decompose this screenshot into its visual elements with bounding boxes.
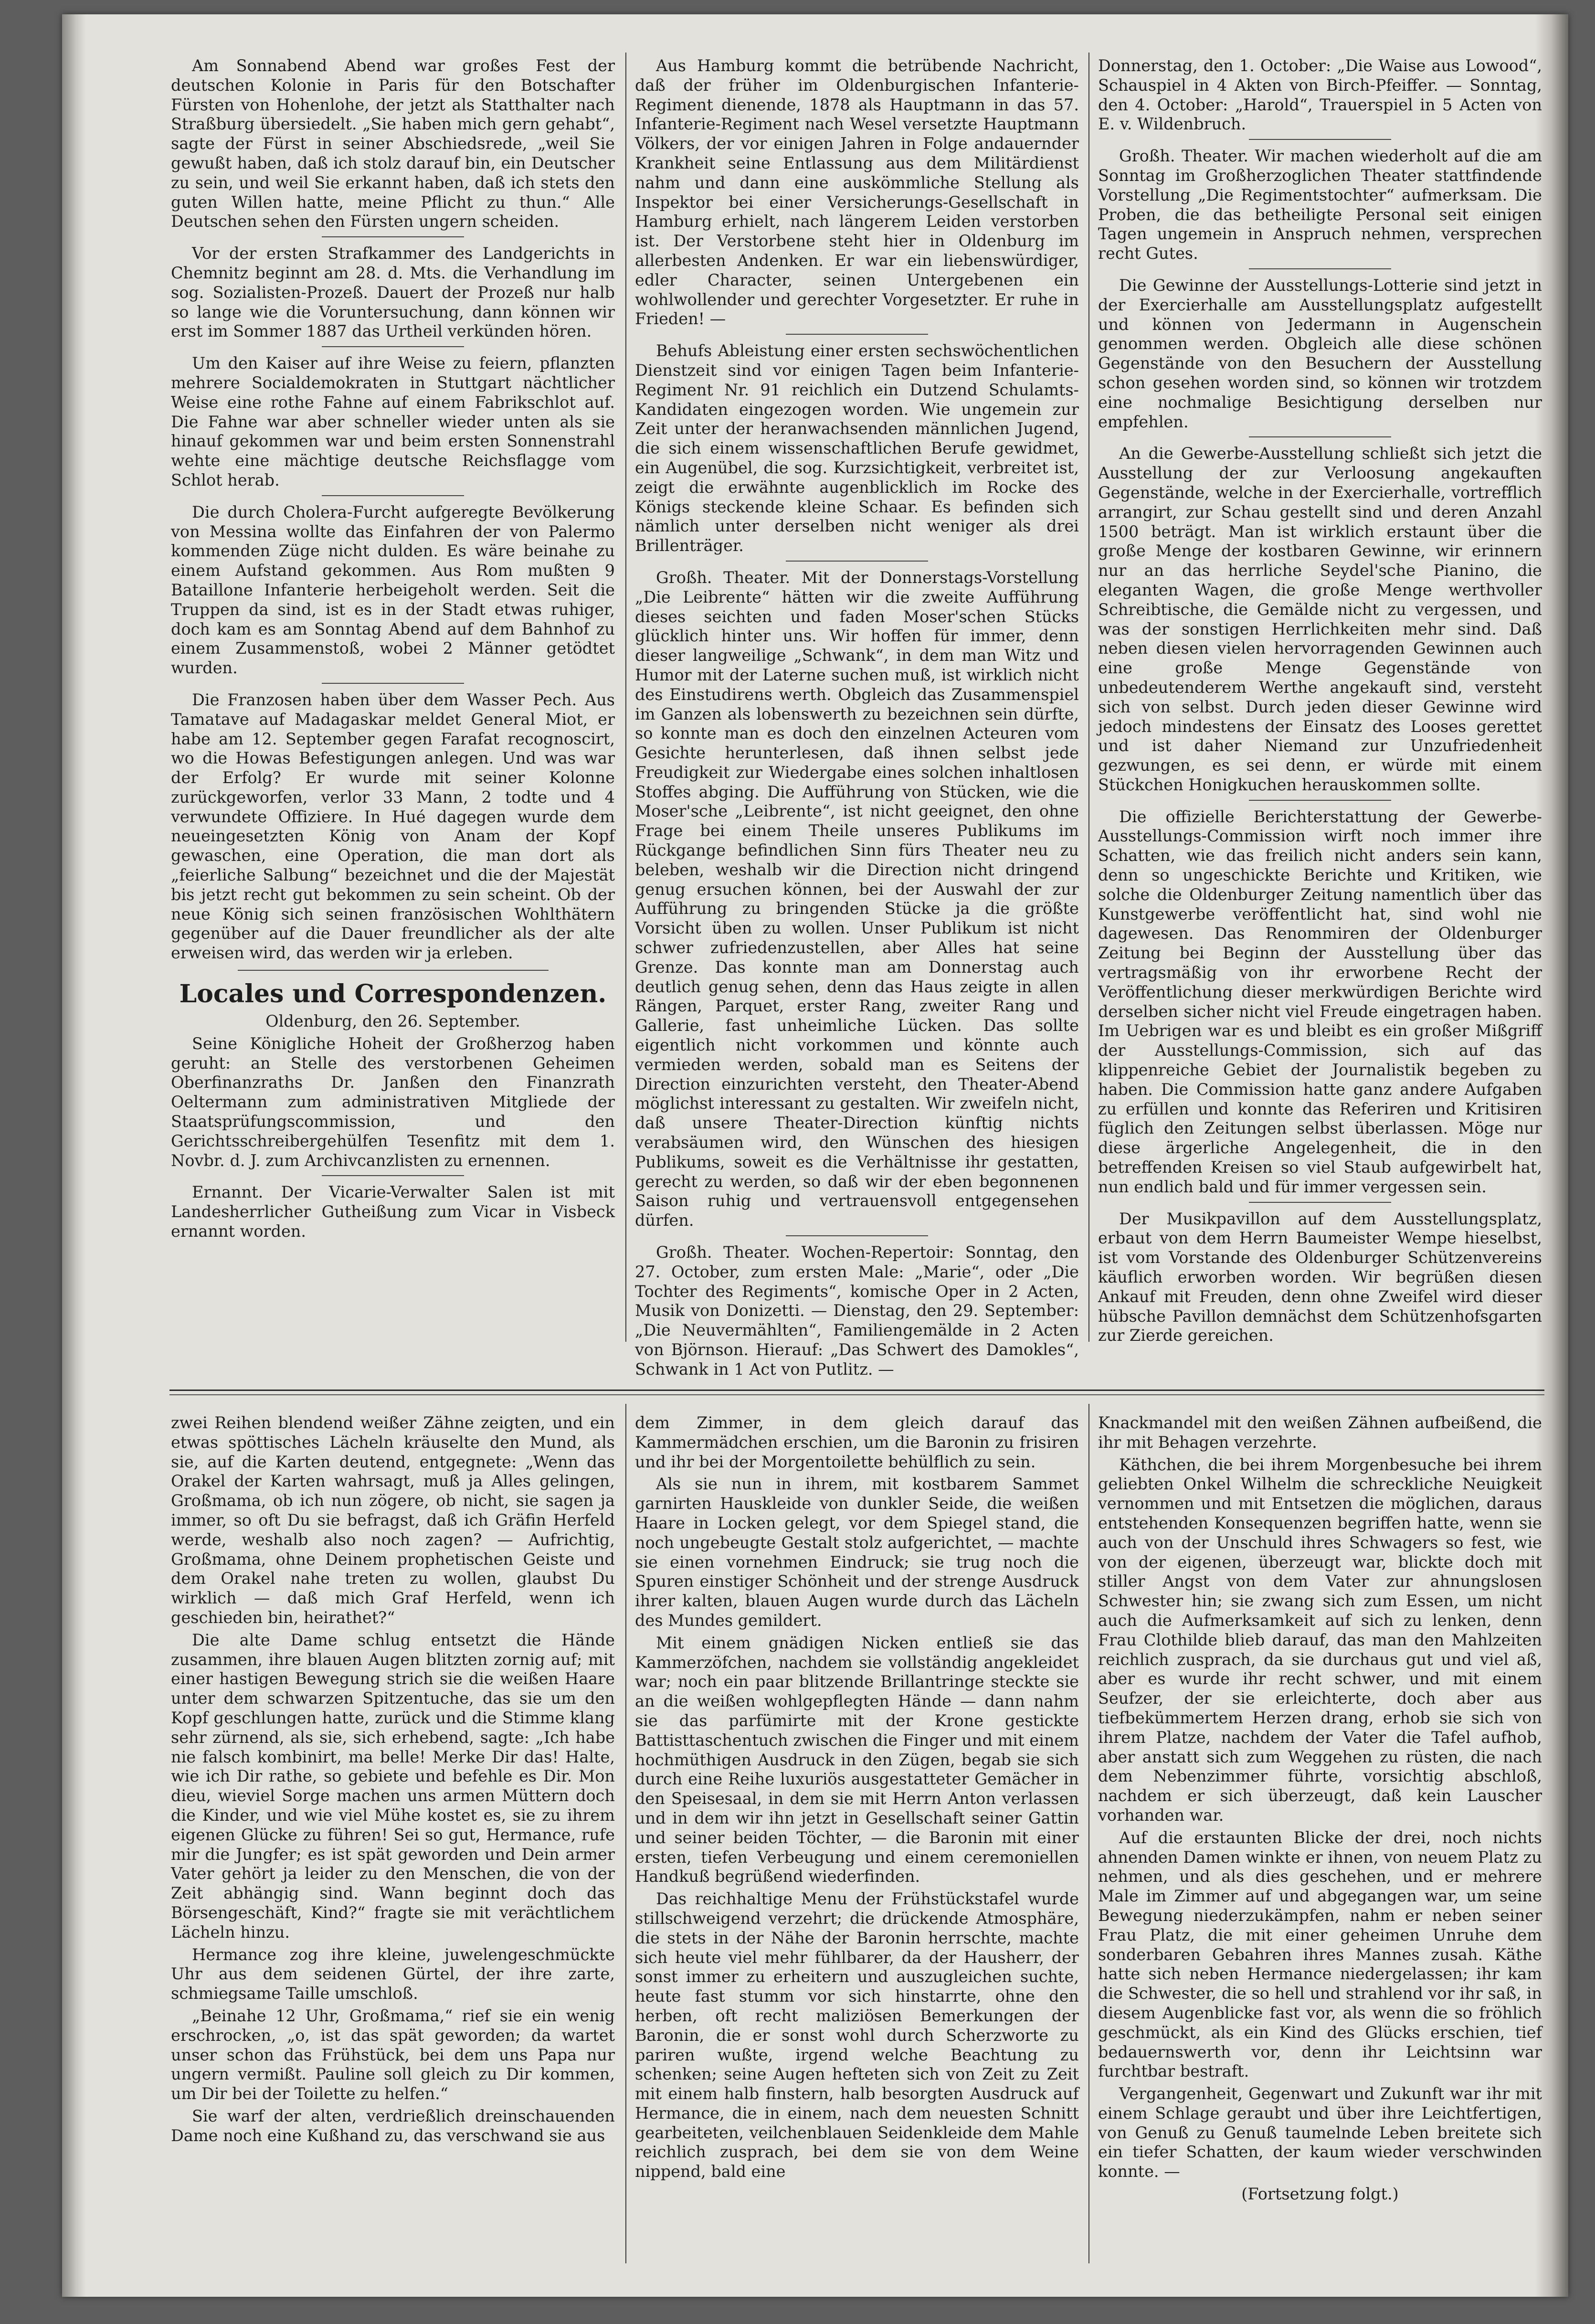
- column-top-1: [171, 56, 615, 1331]
- article-paragraph: Die Franzosen haben über dem Wasser Pech. Aus Tamatave auf Madagaskar meldet General Miot, er habe am 12. September gegen Farafat recognoscirt, wo die Howas Befestigungen anlegen. Und was war der Erfolg? Er wurde mit seiner Kolonne zurückgeworfen, verlor 33 Mann, 2 todte und 4 verwundete Offiziere. In Hué dagegen wurde dem neueingesetzten König von Anam der Kopf gewaschen, eine Operation, die man dort als „feierliche Salbung“ bezeichnet und die der Majestät bis jetzt recht gut bekommen zu sein scheint. Ob der neue König sich seinen französischen Wohlthätern gegenüber auf die Dauer freundlicher als der alte erweisen wird, das werden wir ja erleben.: [171, 690, 615, 963]
- column-rule: [1088, 1404, 1089, 2263]
- article-paragraph: Behufs Ableistung einer ersten sechswöchentlichen Dienstzeit sind vor einigen Tagen beim Infanterie-Regiment Nr. 91 reichlich ein Dutzend Schulamts-Kandidaten eingezogen worden. Wie ungemein zur Zeit unter der heranwachsenden männlichen Jugend, die sich einem wissenschaftlichen Berufe gewidmet, ein Augenübel, die sog. Kurzsichtigkeit, verbreitet ist, zeigt die erwähnte augenblicklich im Rocke des Königs steckende kleine Schaar. Es befinden sich nämlich unter derselben nicht weniger als drei Brillenträger.: [635, 341, 1079, 555]
- article-paragraph: Vergangenheit, Gegenwart und Zukunft war ihr mit einem Schlage geraubt und über ihre Leichtfertigen, von Genuß zu Genuß taumelnde Leben breitete sich ein tiefer Schatten, der kaum wieder verschwinden konnte. —: [1098, 2084, 1542, 2181]
- newspaper-page: [62, 14, 1568, 2297]
- article-paragraph: Großh. Theater. Wochen-Repertoir: Sonntag, den 27. October, zum ersten Male: „Marie“, oder „Die Tochter des Regiments“, komische Oper in 2 Acten, Musik von Donizetti. — Dienstag, den 29. September: „Die Neuvermählten“, Familiengemälde in 2 Acten von Björnson. Hierauf: „Das Schwert des Damokles“, Schwank in 1 Act von Putlitz. —: [635, 1243, 1079, 1379]
- column-rule: [625, 1404, 626, 2263]
- section-separator: [322, 1175, 464, 1176]
- page-spine-shadow: [62, 14, 86, 2297]
- feuilleton-column-2: [635, 1413, 1079, 2263]
- article-paragraph: Hermance zog ihre kleine, juwelengeschmückte Uhr aus dem seidenen Gürtel, der ihre zarte, schmiegsame Taille umschloß.: [171, 1945, 615, 2003]
- section-separator: [786, 1235, 928, 1236]
- section-separator: [1249, 268, 1391, 269]
- article-paragraph: Das reichhaltige Menu der Frühstückstafel wurde stillschweigend verzehrt; die drückende Atmosphäre, die stets in der Nähe der Baronin herrschte, machte sich heute viel mehr fühlbarer, da der Hausherr, der sonst immer zu erheitern und auszugleichen suchte, heute fast stumm vor sich hinstarrte, ohne den herben, oft recht maliziösen Bemerkungen der Baronin, die er sonst wohl durch Scherzworte zu pariren wußte, irgend welche Beachtung zu schenken; seine Augen hefteten sich von Zeit zu Zeit mit einem halb finstern, halb besorgten Ausdruck auf Hermance, die in einem, nach dem neuesten Schnitt gearbeiteten, veilchenblauen Seidenkleide dem Mahle reichlich zusprach, bei dem sie von dem Weine nippend, bald eine: [635, 1889, 1079, 2181]
- section-separator: [322, 683, 464, 684]
- article-paragraph: Am Sonnabend Abend war großes Fest der deutschen Kolonie in Paris für den Botschafter Fürsten von Hohenlohe, der jetzt als Statthalter nach Straßburg übersiedelt. „Sie haben mich gern gehabt“, sagte der Fürst in seiner Abschiedsrede, „weil Sie gewußt haben, daß ich stolz darauf bin, ein Deutscher zu sein, und weil Sie erkannt haben, daß ich stets den guten Willen hatte, meine Pflicht zu thun.“ Alle Deutschen sehen den Fürsten ungern scheiden.: [171, 56, 615, 231]
- article-paragraph: Großh. Theater. Mit der Donnerstags-Vorstellung „Die Leibrente“ hätten wir die zweite Aufführung dieses seichten und faden Moser'schen Stücks glücklich hinter uns. Wir hoffen für immer, denn dieser langweilige „Schwank“, in dem man Witz und Humor mit der Laterne suchen muß, ist wirklich nicht des Einstudirens werth. Obgleich das Zusammenspiel im Ganzen als lobenswerth zu bezeichnen sein dürfte, so konnte man es doch den einzelnen Acteuren vom Gesichte herunterlesen, daß ihnen selbst jede Freudigkeit zur Wiedergabe eines solchen inhaltlosen Stoffes abging. Die Aufführung von Stücken, wie die Moser'sche „Leibrente“, ist nicht geeignet, den ohne Frage bei einem Theile unseres Publikums im Rückgange befindlichen Sinn fürs Theater neu zu beleben, weshalb wir die Direction nicht dringend genug ersuchen können, bei der Auswahl der zur Aufführung zu bringenden Stücke ja die größte Vorsicht üben zu wollen. Unser Publikum ist nicht schwer zufriedenzustellen, aber Alles hat seine Grenze. Das konnte man am Donnerstag auch deutlich genug sehen, denn das Haus zeigte in allen Rängen, Parquet, erster Rang, zweiter Rang und Gallerie, fast unheimliche Lücken. Das sollte eigentlich nicht vorkommen und könnte auch vermieden werden, sobald man es Seitens der Direction einzurichten versteht, den Theater-Abend möglichst interessant zu gestalten. Wir zweifeln nicht, daß unsere Theater-Direction künftig nichts verabsäumen wird, den Wünschen des hiesigen Publikums, soweit es die Verhältnisse ihr gestatten, gerecht zu werden, so daß wir der eben begonnenen Saison ruhig und vertrauensvoll entgegensehen dürfen.: [635, 568, 1079, 1230]
- section-separator: [1249, 1202, 1391, 1203]
- article-paragraph: Ernannt. Der Vicarie-Verwalter Salen ist mit Landesherrlicher Gutheißung zum Vicar in Visbeck ernannt worden.: [171, 1183, 615, 1241]
- section-separator: [786, 334, 928, 335]
- section-separator: [1249, 800, 1391, 801]
- article-paragraph: Mit einem gnädigen Nicken entließ sie das Kammerzöfchen, nachdem sie vollständig angekleidet war; noch ein paar blitzende Brillantringe steckte sie an die weißen wohlgepflegten Hände — dann nahm sie das parfümirte mit der Krone gestickte Battisttaschentuch zwischen die Finger und mit einem hochmüthigen Ausdruck in den Zügen, begab sie sich durch eine Reihe luxuriös ausgestatteter Gemächer in den Speisesaal, in dem sie mit Herrn Anton verlassen und in dem wir ihn jetzt in Gesellschaft seiner Gattin und seiner beiden Töchter, — die Baronin mit einer ersten, tiefen Verbeugung und einem ceremoniellen Handkuß begrüßend wiederfinden.: [635, 1633, 1079, 1886]
- article-paragraph: Vor der ersten Strafkammer des Landgerichts in Chemnitz beginnt am 28. d. Mts. die Verhandlung im sog. Sozialisten-Prozeß. Dauert der Prozeß nur halb so lange wie die Voruntersuchung, dann können wir erst im Sommer 1887 das Urtheil verkünden hören.: [171, 244, 615, 341]
- article-paragraph: Aus Hamburg kommt die betrübende Nachricht, daß der früher im Oldenburgischen Infanterie-Regiment dienende, 1878 als Hauptmann in das 57. Infanterie-Regiment nach Wesel versetzte Hauptmann Völkers, der vor einigen Jahren in Folge andauernder Krankheit seine Entlassung aus dem Militärdienst nahm und dann eine auskömmliche Stellung als Inspektor bei einer Versicherungs-Gesellschaft in Hamburg erhielt, nach längerem Leiden verstorben ist. Der Verstorbene steht hier in Oldenburg im allerbesten Andenken. Er war ein liebenswürdiger, edler Character, seinen Untergebenen ein wohlwollender und gerechter Vorgesetzter. Er ruhe in Frieden! —: [635, 56, 1079, 329]
- article-paragraph: Donnerstag, den 1. October: „Die Waise aus Lowood“, Schauspiel in 4 Akten von Birch-Pfeiffer. — Sonntag, den 4. October: „Harold“, Trauerspiel in 5 Acten von E. v. Wildenbruch.: [1098, 56, 1542, 134]
- feuilleton-column-3: [1098, 1413, 1542, 2263]
- article-paragraph: Die Gewinne der Ausstellungs-Lotterie sind jetzt in der Exercierhalle am Ausstellungsplatz aufgestellt und können von Jedermann in Augenschein genommen werden. Obgleich alle diese schönen Gegenstände von den Besuchern der Ausstellung schon gesehen worden sind, so können wir trotzdem eine nochmalige Besichtigung derselben nur empfehlen.: [1098, 276, 1542, 431]
- article-paragraph: Seine Königliche Hoheit der Großherzog haben geruht: an Stelle des verstorbenen Geheimen Oberfinanzraths Dr. Janßen den Finanzrath Oeltermann zum administrativen Mitgliede der Staatsprüfungscommission, und den Gerichtsschreibergehülfen Tesenfitz mit dem 1. Novbr. d. J. zum Archivcanzlisten zu ernennen.: [171, 1034, 615, 1170]
- article-paragraph: zwei Reihen blendend weißer Zähne zeigten, und ein etwas spöttisches Lächeln kräuselte den Mund, als sie, auf die Karten deutend, entgegnete: „Wenn das Orakel der Karten wahrsagt, muß ja Alles gelingen, Großmama, ob ich nun zögere, ob nicht, sie sagen ja immer, so oft Du sie befragst, daß ich Gräfin Herfeld werde, weshalb also noch zagen? — Aufrichtig, Großmama, ohne Deinem prophetischen Geiste und dem Orakel nahe treten zu wollen, glaubst Du wirklich — daß mich Graf Herfeld, wenn ich geschieden bin, heirathet?“: [171, 1413, 615, 1627]
- article-paragraph: „Beinahe 12 Uhr, Großmama,“ rief sie ein wenig erschrocken, „o, ist das spät geworden; da wartet unser schon das Frühstück, bei dem uns Papa nur ungern vermißt. Pauline soll gleich zu Dir kommen, um Dir bei der Toilette zu helfen.“: [171, 2006, 615, 2103]
- article-paragraph: Sie warf der alten, verdrießlich dreinschauenden Dame noch eine Kußhand zu, das verschwand sie aus: [171, 2106, 615, 2145]
- column-rule: [1088, 53, 1089, 1342]
- feuilleton-divider: [169, 1390, 1544, 1391]
- column-top-3: [1098, 56, 1542, 1345]
- section-separator: [322, 346, 464, 347]
- article-paragraph: An die Gewerbe-Ausstellung schließt sich jetzt die Ausstellung der zur Verloosung angekauften Gegenstände, welche in der Exercierhalle, vortrefflich arrangirt, zur Schau gestellt sind und deren Anzahl 1500 beträgt. Man ist wirklich erstaunt über die große Menge der kostbaren Gewinne, wir erinnern nur an das herrliche Seydel'sche Pianino, die eleganten Wagen, die große Menge werthvoller Schreibtische, die Gemälde nicht zu vergessen, und was der sonstigen Herrlichkeiten mehr sind. Daß neben diesen vielen hervorragenden Gewinnen auch eine große Menge Gegenstände von unbedeutenderem Werthe angekauft sind, versteht sich von selbst. Durch jeden dieser Gewinne wird jedoch mindestens der Einsatz des Looses gerettet und ist daher Niemand zur Unzufriedenheit gezwungen, es sei denn, er würde mit einem Stückchen Honigkuchen herauskommen sollte.: [1098, 444, 1542, 794]
- feuilleton-column-1: [171, 1413, 615, 2263]
- article-paragraph: Oldenburg, den 26. September.: [265, 1012, 520, 1031]
- section-separator: [322, 495, 464, 496]
- section-heading: Locales und Correspondenzen.: [179, 979, 607, 1009]
- article-paragraph: Die offizielle Berichterstattung der Gewerbe-Ausstellungs-Commission wirft noch immer ihre Schatten, wie das freilich nicht anders sein kann, denn so ungeschickte Berichte und Kritiken, wie solche die Oldenburger Zeitung namentlich über das Kunstgewerbe veröffentlicht hat, sind wohl nie dagewesen. Das Renommiren der Oldenburger Zeitung bei Beginn der Ausstellung über das vertragsmäßig von ihr erworbene Recht der Veröffentlichung dieser merkwürdigen Berichte wird derselben sicher nicht viel Freude eingetragen haben. Im Uebrigen war es und bleibt es ein großer Mißgriff der Ausstellungs-Commission, sich auf das klippenreiche Gebiet der Journalistik begeben zu haben. Die Commission hatte ganz andere Aufgaben zu erfüllen und konnte das Referiren und Kritisiren füglich den Zeitungen selbst überlassen. Möge nur diese ärgerliche Angelegenheit, die in den betreffenden Kreisen so viel Staub aufgewirbelt hat, nun endlich bald und für immer vergessen sein.: [1098, 807, 1542, 1196]
- article-paragraph: Käthchen, die bei ihrem Morgenbesuche bei ihrem geliebten Onkel Wilhelm die schreckliche Neuigkeit vernommen und mit Entsetzen die möglichen, daraus entstehenden Konsequenzen begriffen hatte, wenn sie auch von der Unschuld ihres Schwagers so fest, wie von der eigenen, überzeugt war, blickte doch mit stiller Angst von dem Vater zur ahnungslosen Schwester hin; sie zwang sich zum Essen, um nicht auch die Aufmerksamkeit auf sich zu lenken, denn Frau Clothilde blieb darauf, das man den Mahlzeiten reichlich zusprach, da sie durchaus gut und viel aß, aber es wurde ihr recht schwer, und mit einem Seufzer, der sie erleichterte, doch aber aus tiefbekümmertem Herzen drang, erhob sie sich von ihrem Platze, nachdem der Vater die Tafel aufhob, aber anstatt sich zum Weggehen zu rüsten, die nach dem Nebenzimmer führte, vorsichtig abschloß, nachdem er sich überzeugt, daß kein Lauscher vorhanden war.: [1098, 1455, 1542, 1825]
- article-paragraph: Die alte Dame schlug entsetzt die Hände zusammen, ihre blauen Augen blitzten zornig auf; mit einer hastigen Bewegung strich sie die weißen Haare unter dem schwarzen Spitzentuche, das sie um den Kopf geschlungen hatte, zurück und die Stimme klang sehr zürnend, als sie, sich erhebend, sagte: „Ich habe nie falsch kombinirt, ma belle! Merke Dir das! Halte, wie ich Dir rathe, so gebiete und befehle es Dir. Mon dieu, wieviel Sorge machen uns armen Müttern doch die Kinder, und wie viel Mühe kostet es, sie zu ihrem eigenen Glücke zu führen! Sei so gut, Hermance, rufe mir die Jungfer; es ist spät geworden und Dein armer Vater gehört ja leider zu den Menschen, die von der Zeit abhängig sind. Wann beginnt doch das Börsengeschäft, Kind?“ fragte sie mit verächtlichem Lächeln hinzu.: [171, 1630, 615, 1942]
- section-separator: [1249, 436, 1391, 437]
- column-rule: [625, 53, 626, 1342]
- article-paragraph: Als sie nun in ihrem, mit kostbarem Sammet garnirten Hauskleide von dunkler Seide, die weißen Haare in Locken gelegt, vor dem Spiegel stand, die noch ungebeugte Gestalt stolz aufgerichtet, — machte sie einen vornehmen Eindruck; sie trug noch die Spuren einstiger Schönheit und der strenge Ausdruck ihrer kalten, blauen Augen wurde durch das Lächeln des Mundes gemildert.: [635, 1475, 1079, 1630]
- article-paragraph: Um den Kaiser auf ihre Weise zu feiern, pflanzten mehrere Socialdemokraten in Stuttgart nächtlicher Weise eine rothe Fahne auf einem Fabrikschlot auf. Die Fahne war aber schneller wieder unten als sie hinauf gekommen war und beim ersten Sonnenstrahl wehte eine mächtige deutsche Reichsflagge vom Schlot herab.: [171, 354, 615, 489]
- article-paragraph: Knackmandel mit den weißen Zähnen aufbeißend, die ihr mit Behagen verzehrte.: [1098, 1413, 1542, 1452]
- article-paragraph: Der Musikpavillon auf dem Ausstellungsplatz, erbaut von dem Herrn Baumeister Wempe hieselbst, ist vom Vorstande des Oldenburger Schützenvereins käuflich erworben worden. Wir begrüßen diesen Ankauf mit Freuden, denn ohne Zweifel wird dieser hübsche Pavillon demnächst dem Schützenhofsgarten zur Zierde gereichen.: [1098, 1209, 1542, 1345]
- section-separator: [238, 970, 549, 971]
- section-separator: [322, 236, 464, 237]
- section-separator: [1249, 139, 1391, 140]
- article-paragraph: (Fortsetzung folgt.): [1241, 2185, 1399, 2204]
- article-paragraph: Auf die erstaunten Blicke der drei, noch nichts ahnenden Damen winkte er ihnen, von neuem Platz zu nehmen, und als dies geschehen, und er mehrere Male im Zimmer auf und abgegangen war, um seine Bewegung niederzukämpfen, nahm er neben seiner Frau Platz, die mit einer geheimen Unruhe dem sonderbaren Gebahren ihres Mannes zusah. Käthe hatte sich neben Hermance niedergelassen; ihr kam die Schwester, die so hell und strahlend vor ihr saß, in diesem Augenblicke fast vor, als wenn die so fröhlich geschmückt, als ein Kind des Glücks erschien, tief bedauernswerth vor, denn ihr Leichtsinn war furchtbar bestraft.: [1098, 1828, 1542, 2081]
- feuilleton-divider: [169, 1394, 1544, 1395]
- article-paragraph: Großh. Theater. Wir machen wiederholt auf die am Sonntag im Großherzoglichen Theater stattfindende Vorstellung „Die Regimentstochter“ aufmerksam. Die Proben, die das betheiligte Personal seit einigen Tagen ungemein in Anspruch nehmen, versprechen recht Gutes.: [1098, 147, 1542, 263]
- section-separator: [786, 561, 928, 562]
- column-top-2: [635, 56, 1079, 1379]
- article-paragraph: dem Zimmer, in dem gleich darauf das Kammermädchen erschien, um die Baronin zu frisiren und ihr bei der Morgentoilette behülflich zu sein.: [635, 1413, 1079, 1471]
- article-paragraph: Die durch Cholera-Furcht aufgeregte Bevölkerung von Messina wollte das Einfahren der von Palermo kommenden Züge nicht dulden. Es wäre beinahe zu einem Aufstand gekommen. Aus Rom mußten 9 Bataillone Infanterie herbeigeholt werden. Seit die Truppen da sind, ist es in der Stadt etwas ruhiger, doch kam es am Sonntag Abend auf dem Bahnhof zu einem Zusammenstoß, wobei 2 Männer getödtet wurden.: [171, 502, 615, 678]
